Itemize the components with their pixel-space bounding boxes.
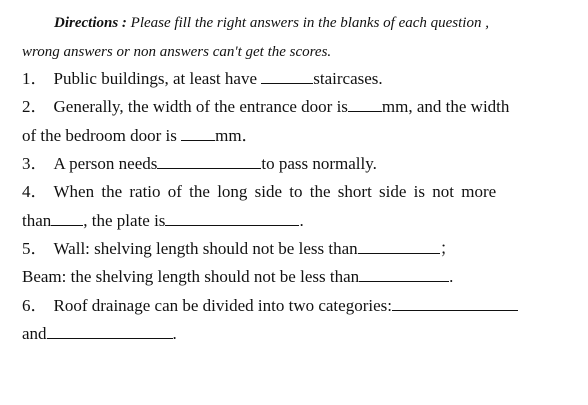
question-number: 5． xyxy=(22,239,48,258)
question-text: Beam: the shelving length should not be less than xyxy=(22,267,360,286)
question-number: 6． xyxy=(22,296,48,315)
question-text: Roof drainage can be divided into two categories: xyxy=(53,296,392,315)
question-number: 2． xyxy=(22,97,48,116)
question-text: ； xyxy=(439,239,457,258)
answer-blank[interactable] xyxy=(51,211,83,226)
question-text: . xyxy=(299,211,304,230)
question-text: A person needs xyxy=(53,154,158,173)
answer-blank[interactable] xyxy=(47,324,173,339)
question-2-continued xyxy=(22,126,259,146)
answer-blank[interactable] xyxy=(181,126,215,141)
question-text: When the ratio of the long side to the short side is not more xyxy=(53,182,497,201)
answer-blank[interactable] xyxy=(165,211,299,226)
question-text: Wall: shelving length should not be less than xyxy=(53,239,358,258)
directions-line-1 xyxy=(54,14,489,32)
question-3 xyxy=(22,154,377,174)
question-5 xyxy=(22,239,457,259)
question-4 xyxy=(22,182,496,202)
question-number: 1． xyxy=(22,69,48,88)
directions-label: Directions : xyxy=(54,15,127,31)
question-text: than xyxy=(22,211,52,230)
answer-blank[interactable] xyxy=(392,296,518,311)
answer-blank[interactable] xyxy=(157,154,261,169)
question-text: mm, and the width xyxy=(381,97,510,116)
directions-line-2 xyxy=(22,43,331,61)
question-2 xyxy=(22,97,509,117)
directions-text-1: Please fill the right answers in the blanks of each question , xyxy=(130,15,489,31)
directions-text-2: wrong answers or non answers can't get the scores. xyxy=(22,44,332,60)
question-text: . xyxy=(449,267,454,286)
question-6 xyxy=(22,296,518,316)
question-5-continued xyxy=(22,267,453,287)
question-text: mm． xyxy=(215,126,259,145)
question-4-continued xyxy=(22,211,304,231)
question-number: 3． xyxy=(22,154,48,173)
question-text: Public buildings, at least have xyxy=(53,69,257,88)
question-text: , the plate is xyxy=(83,211,166,230)
answer-blank[interactable] xyxy=(348,97,382,112)
question-text: . xyxy=(172,324,177,343)
question-text: and xyxy=(22,324,47,343)
question-1 xyxy=(22,69,383,89)
question-text: Generally, the width of the entrance door is xyxy=(53,97,348,116)
question-number: 4． xyxy=(22,182,48,201)
question-6-continued xyxy=(22,324,177,344)
answer-blank[interactable] xyxy=(359,267,449,282)
answer-blank[interactable] xyxy=(358,239,440,254)
answer-blank[interactable] xyxy=(261,69,313,84)
question-text: to pass normally. xyxy=(261,154,377,173)
question-text: staircases. xyxy=(313,69,383,88)
question-text: of the bedroom door is xyxy=(22,126,177,145)
